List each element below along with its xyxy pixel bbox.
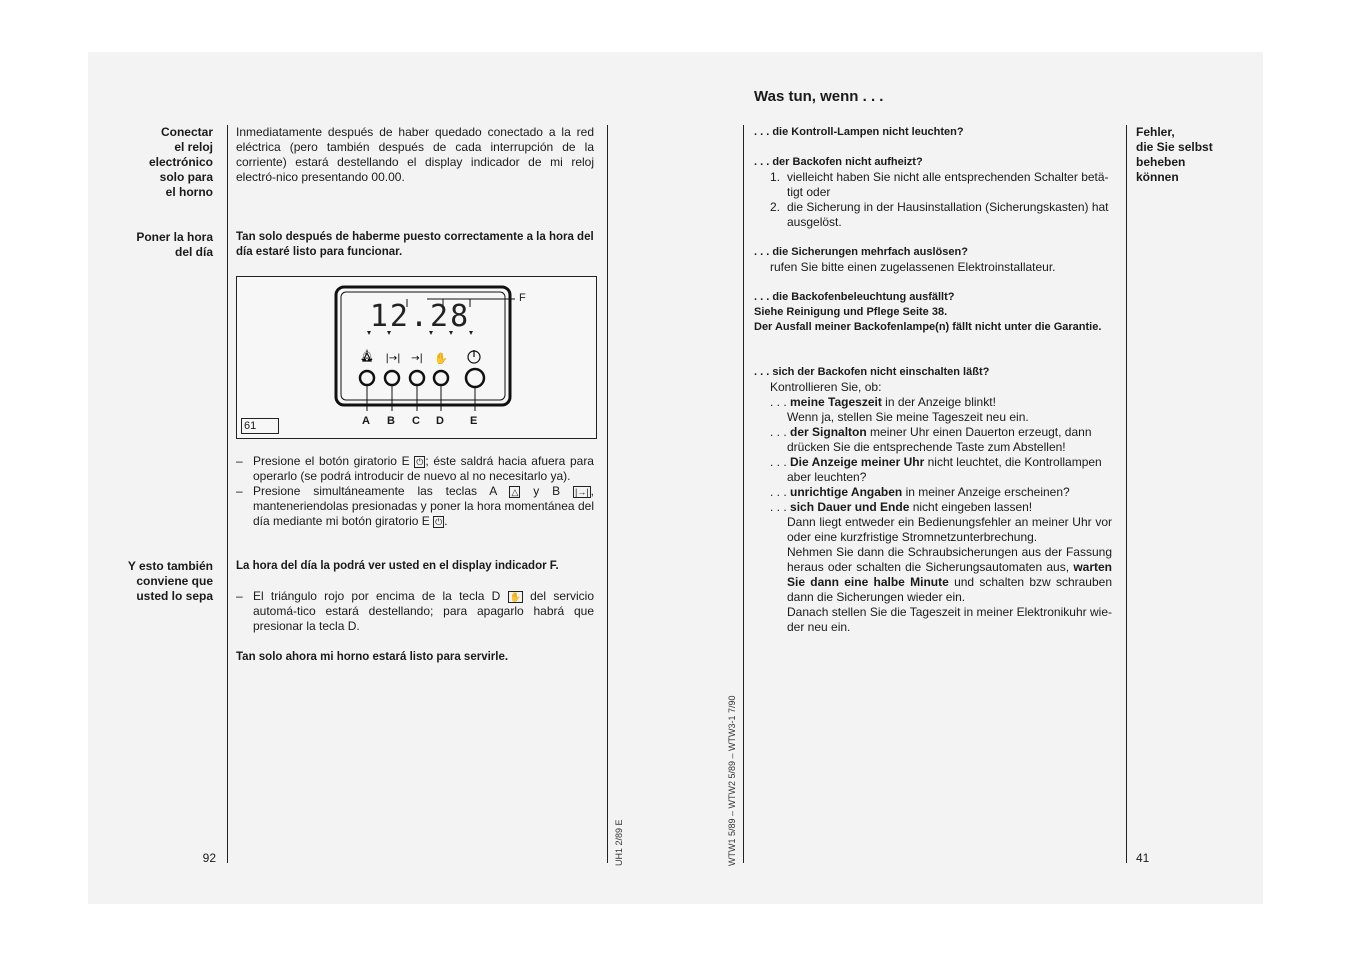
bullet-triangle: – El triángulo rojo por encima de la tecla D ✋ del servicio automá-tico estará destellando; para apagarlo habrá que presionar la tecla D. [236, 589, 594, 633]
paragraph-tageszeit: Danach stellen Sie die Tageszeit in meiner Elektronikuhr wie-der neu ein. [787, 605, 1112, 634]
display-digits: 12.28 [369, 299, 471, 334]
answer-siehe-seite: Siehe Reinigung und Pflege Seite 38. [754, 306, 948, 318]
question-kontroll-lampen: . . . die Kontroll-Lampen nicht leuchten? [754, 126, 964, 138]
bold-final-note: Tan solo ahora mi horno estará listo para servirle. [236, 651, 509, 663]
label-f: F [519, 292, 526, 304]
side-heading-connect: Conectar el reloj electrónico solo para el horno [148, 125, 213, 199]
clock-buttons [360, 369, 484, 387]
figure-number: 61 [241, 418, 279, 434]
page-number-left: 92 [202, 851, 216, 865]
side-heading-fehler: Fehler, die Sie selbst beheben können [1136, 125, 1213, 184]
button-label-b: B [387, 415, 395, 427]
check-anzeige: . . . Die Anzeige meiner Uhr nicht leuchtet, die Kontrollampen [770, 455, 1102, 469]
check-dauer-ende: . . . sich Dauer und Ende nicht eingeben lassen! [770, 500, 1033, 514]
duration-key-icon: |→| [574, 487, 589, 497]
bullet-press-ab: – Presione simultáneamente las teclas A △ y B |→| , manteneriendolas presionadas y poner la hora momentánea del día mediante mi botón giratorio E ⏻ . [236, 484, 595, 528]
button-label-d: D [436, 415, 444, 427]
bullet-press-e: – Presione el botón giratorio E ⏻ ; éste saldrá hacia afuera para operarlo (se podrá introducir de nuevo al no necesitarlo ya). [236, 454, 594, 483]
left-page-right-rule [607, 125, 608, 863]
doc-code-left: UH1 2/89 E [614, 819, 624, 866]
bold-ready-note: Tan solo después de haberme puesto correctamente a la hora del día estaré listo para funcionar. [236, 231, 594, 258]
intro-paragraph: Inmediatamente después de haber quedado conectado a la red eléctrica (pero también después de cada interrupción de la corriente) estará destellando el display indicador de mi reloj electró-nico presentando 00.00. [236, 125, 594, 184]
doc-code-right: WTW1 5/89 – WTW2 5/89 – WTW3-1 7/90 [727, 695, 737, 866]
side-heading-tambien: Y esto también conviene que usted lo sepa [127, 559, 213, 603]
button-label-e: E [470, 415, 478, 427]
list-num-2: 2. [770, 200, 781, 214]
duration-icon: |→| [385, 353, 401, 364]
list-num-1: 1. [770, 170, 781, 184]
question-beleuchtung: . . . die Backofenbeleuchtung ausfällt? [754, 291, 955, 303]
power-key-icon: ⏻ [435, 517, 443, 527]
right-page-left-rule [743, 125, 744, 863]
check-intro: Kontrollieren Sie, ob: [770, 380, 882, 394]
answer-schalter: vielleicht haben Sie nicht alle entsprechenden Schalter betä-tigt oder [787, 170, 1109, 199]
hand-icon: ✋ [434, 352, 448, 365]
side-heading-hora: Poner la hora del día [136, 230, 213, 259]
check-signalton-2: drücken Sie die entsprechende Taste zum Abstellen! [787, 440, 1066, 454]
paragraph-bedienungsfehler: Dann liegt entweder ein Bedienungsfehler an meiner Uhr vor oder eine kurzfristige Stromnetzunterbrechung. [787, 515, 1112, 544]
clock-figure [236, 276, 597, 439]
hand-key-icon: ✋ [509, 592, 521, 602]
bell-key-icon: △ [511, 487, 519, 497]
check-angaben: . . . unrichtige Angaben in meiner Anzeige erscheinen? [770, 485, 1070, 499]
check-anzeige-2: aber leuchten? [787, 470, 867, 484]
end-time-icon: →| [411, 353, 423, 364]
question-einschalten: . . . sich der Backofen nicht einschalten läßt? [754, 366, 990, 378]
check-tageszeit-2: Wenn ja, stellen Sie meine Tageszeit neu ein. [787, 410, 1029, 424]
bell-icon: 🔔︎ [360, 350, 374, 362]
power-key-icon: ⏻ [416, 457, 424, 467]
bold-display-note: La hora del día la podrá ver usted en el display indicador F. [236, 560, 559, 572]
answer-elektroinstallateur: rufen Sie bitte einen zugelassenen Elektroinstallateur. [770, 260, 1056, 274]
question-sicherungen: . . . die Sicherungen mehrfach auslösen? [754, 246, 968, 258]
page-title: Was tun, wenn . . . [754, 88, 884, 105]
check-signalton: . . . der Signalton meiner Uhr einen Dauerton erzeugt, dann [770, 425, 1092, 439]
right-margin-rule [1126, 125, 1127, 863]
paragraph-sicherungen: Nehmen Sie dann die Schraubsicherungen aus der Fassung heraus oder schalten die Sicherungsautomaten aus, warten Sie dann eine halbe Minute und schalten bzw schrauben dann die Sicherungen wieder ein. [787, 545, 1112, 604]
question-backofen-heizt: . . . der Backofen nicht aufheizt? [754, 156, 923, 168]
check-tageszeit: . . . meine Tageszeit in der Anzeige blinkt! [770, 395, 996, 409]
button-label-a: A [362, 415, 370, 427]
answer-sicherung: die Sicherung in der Hausinstallation (Sicherungskasten) hat ausgelöst. [787, 200, 1109, 229]
answer-garantie: Der Ausfall meiner Backofenlampe(n) fällt nicht unter die Garantie. [754, 321, 1102, 333]
left-margin-rule [227, 125, 228, 863]
page-number-right: 41 [1136, 851, 1150, 865]
button-label-c: C [412, 415, 420, 427]
